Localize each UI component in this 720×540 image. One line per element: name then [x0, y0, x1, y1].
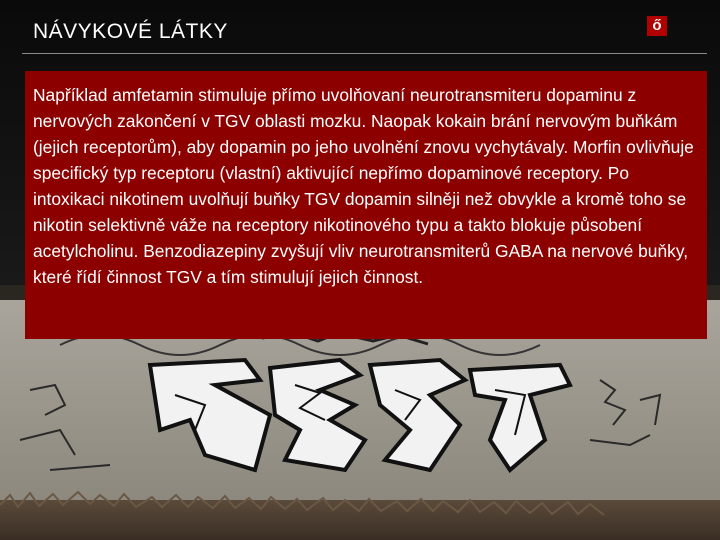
text-panel: [25, 71, 707, 339]
red-square-logo-icon: ő: [647, 16, 667, 36]
body-paragraph: Například amfetamin stimuluje přímo uvolňovaní neurotransmiteru dopaminu z nervových zakončení v TGV oblasti mozku. Naopak kokain brání nervovým buňkám (jejich receptorům), aby dopamin po jeho uvolnění znovu vychytávaly. Morfin ovlivňuje specifický typ receptoru (vlastní) aktivující nepřímo dopaminové receptory. Po intoxikaci nikotinem uvolňují buňky TGV dopamin silněji než obvykle a kromě toho se nikotin selektivně váže na receptory nikotinového typu a takto blokuje působení acetylcholinu. Benzodiazepiny zvyšují vliv neurotransmiterů GABA na nervové buňky, které řídí činnost TGV a tím stimulují jejich činnost.: [33, 85, 694, 287]
page-title: NÁVYKOVÉ LÁTKY: [33, 20, 228, 43]
title-divider: [22, 53, 707, 54]
